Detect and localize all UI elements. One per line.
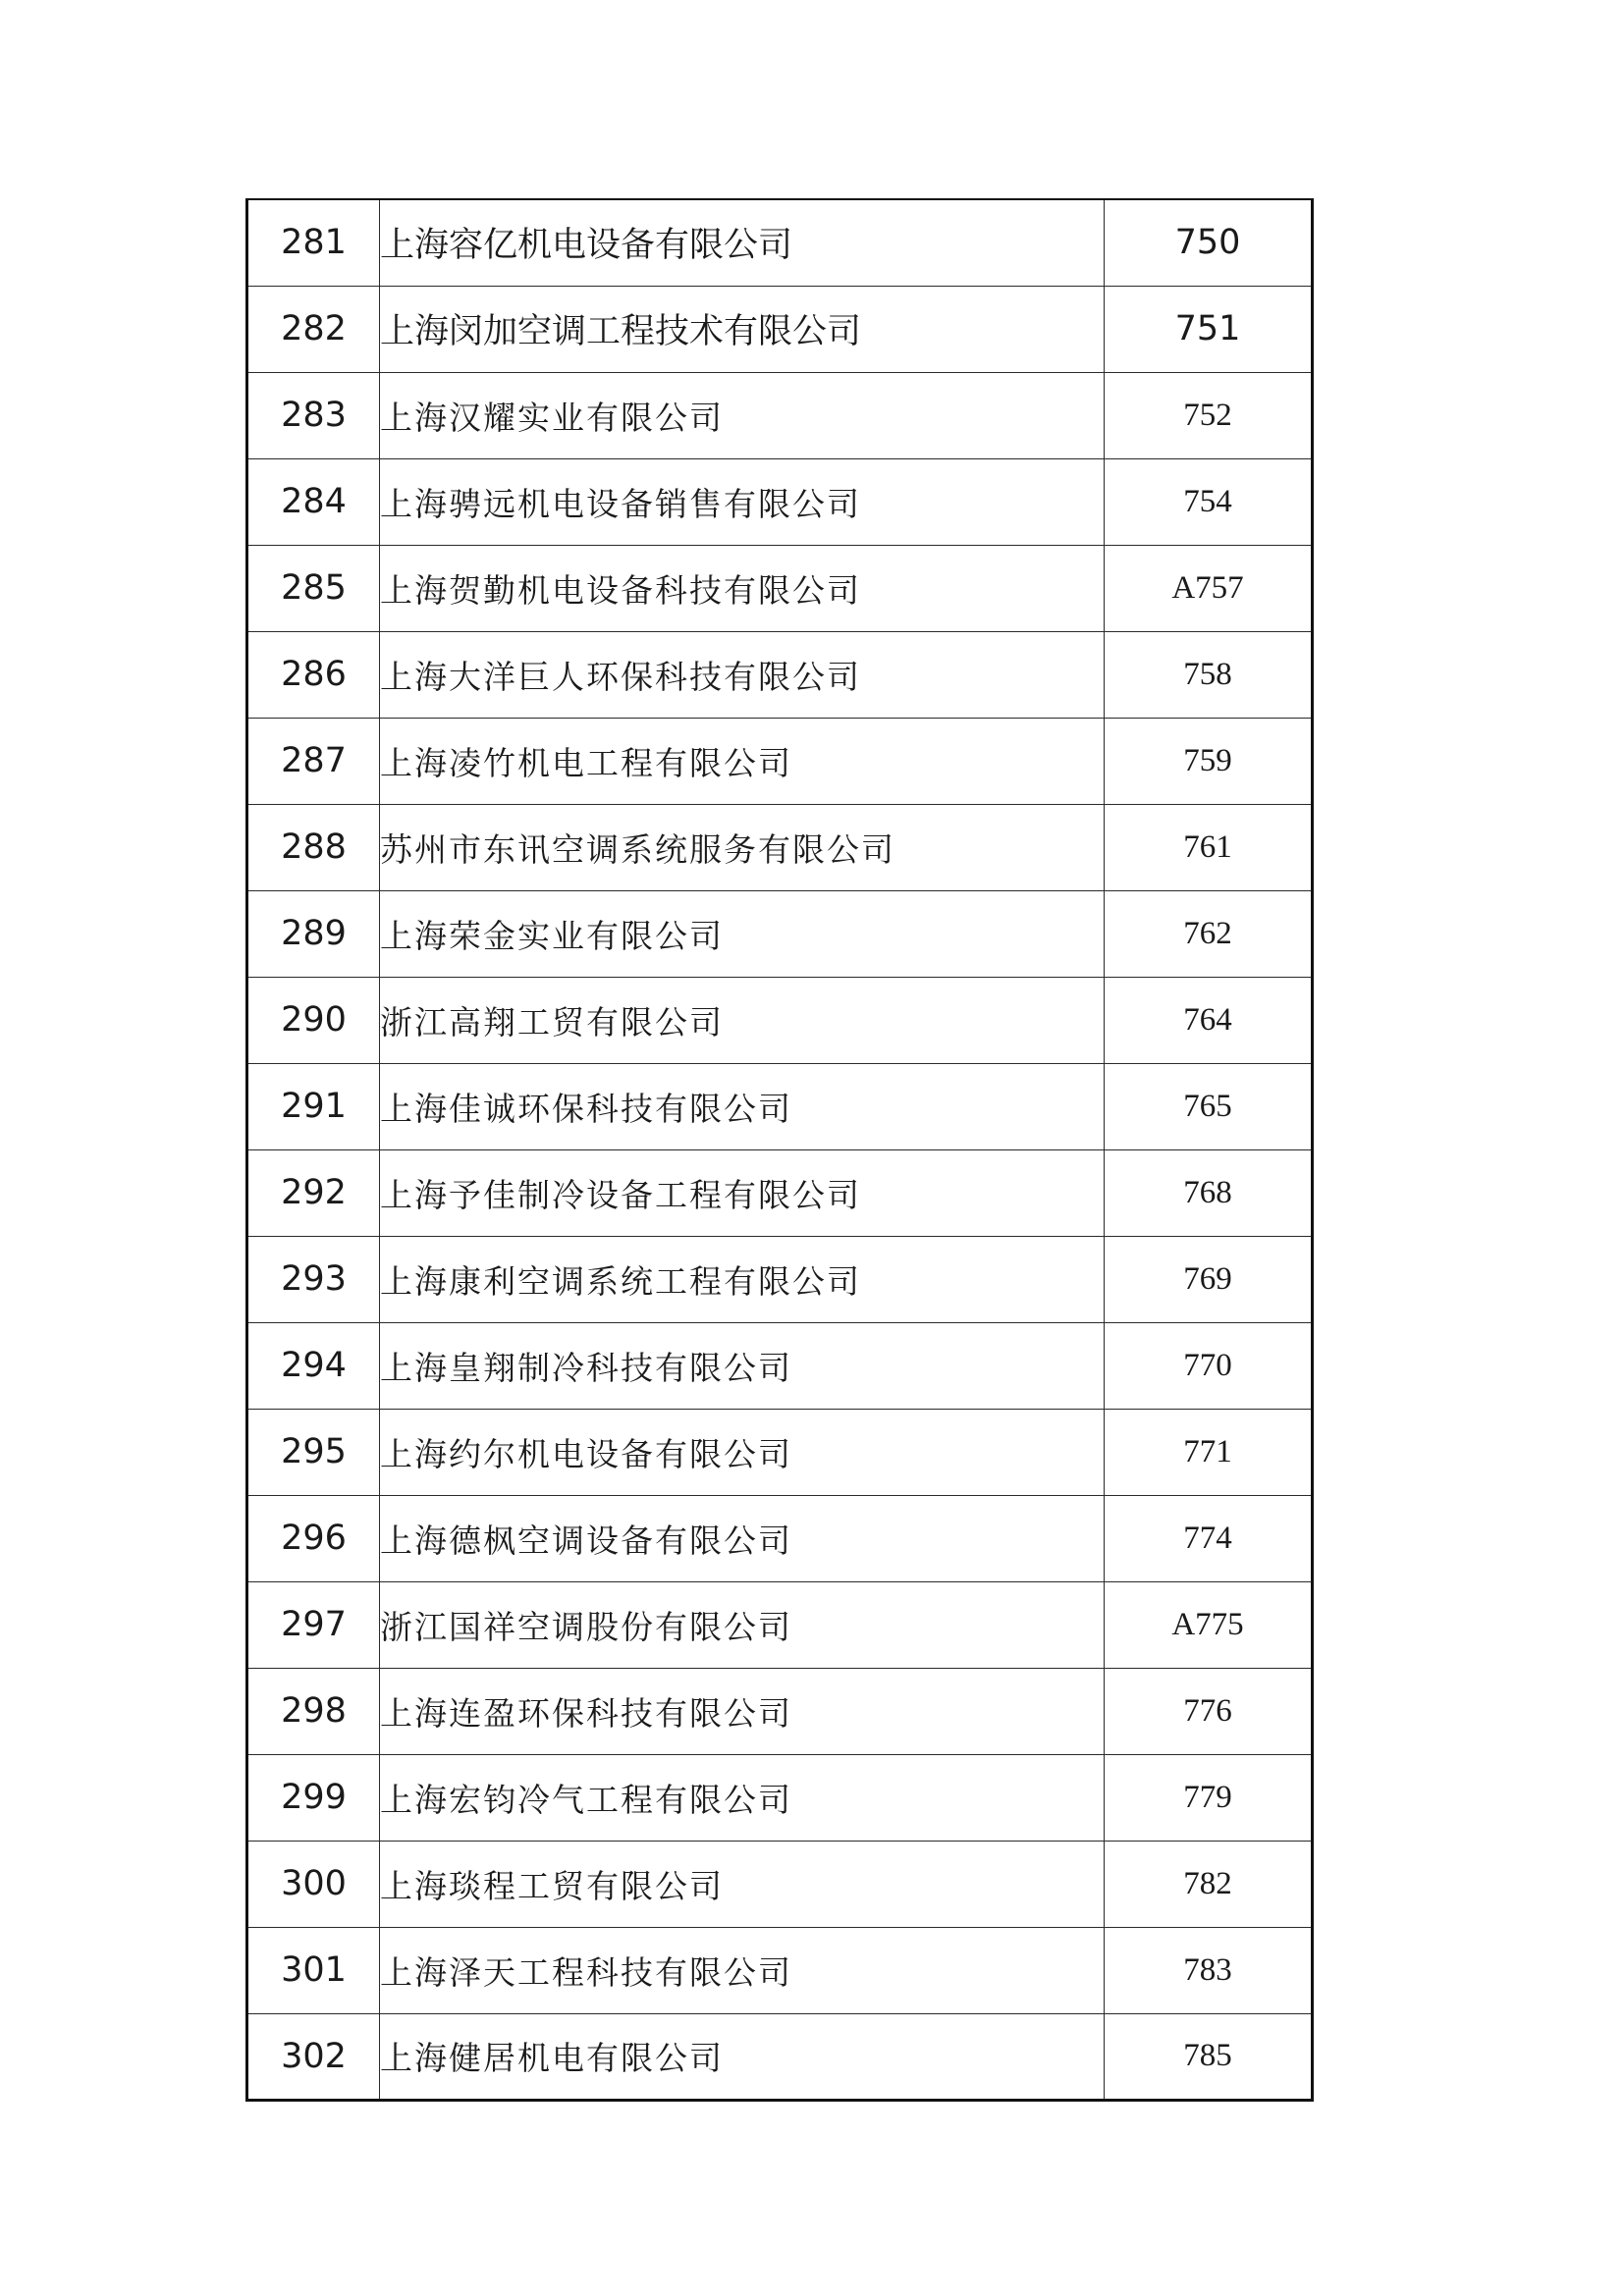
row-index: 302 bbox=[247, 2013, 380, 2100]
row-index: 297 bbox=[247, 1581, 380, 1668]
company-code: 782 bbox=[1105, 1841, 1313, 1927]
table-row bbox=[247, 1322, 1313, 1409]
company-name: 上海予佳制冷设备工程有限公司 bbox=[380, 1149, 1105, 1236]
company-code: 751 bbox=[1105, 286, 1313, 372]
row-index: 300 bbox=[247, 1841, 380, 1927]
company-code: 785 bbox=[1105, 2013, 1313, 2100]
company-code: 750 bbox=[1105, 199, 1313, 286]
company-code: 759 bbox=[1105, 718, 1313, 804]
company-name: 上海容亿机电设备有限公司 bbox=[380, 199, 1105, 286]
company-code: 774 bbox=[1105, 1495, 1313, 1581]
company-code: A757 bbox=[1105, 545, 1313, 631]
company-code: 776 bbox=[1105, 1668, 1313, 1754]
row-index: 285 bbox=[247, 545, 380, 631]
company-code: 765 bbox=[1105, 1063, 1313, 1149]
company-code: 758 bbox=[1105, 631, 1313, 718]
table-row bbox=[247, 458, 1313, 545]
company-registry-table bbox=[245, 198, 1314, 2102]
table-row bbox=[247, 372, 1313, 458]
company-code: 761 bbox=[1105, 804, 1313, 890]
row-index: 281 bbox=[247, 199, 380, 286]
row-index: 282 bbox=[247, 286, 380, 372]
company-name: 上海贺勤机电设备科技有限公司 bbox=[380, 545, 1105, 631]
company-code: 764 bbox=[1105, 977, 1313, 1063]
company-code: 783 bbox=[1105, 1927, 1313, 2013]
company-name: 上海德枫空调设备有限公司 bbox=[380, 1495, 1105, 1581]
table-row bbox=[247, 1063, 1313, 1149]
company-code: 769 bbox=[1105, 1236, 1313, 1322]
row-index: 293 bbox=[247, 1236, 380, 1322]
row-index: 289 bbox=[247, 890, 380, 977]
company-name: 上海约尔机电设备有限公司 bbox=[380, 1409, 1105, 1495]
row-index: 299 bbox=[247, 1754, 380, 1841]
company-name: 浙江国祥空调股份有限公司 bbox=[380, 1581, 1105, 1668]
company-name: 上海荣金实业有限公司 bbox=[380, 890, 1105, 977]
table-row bbox=[247, 1841, 1313, 1927]
company-name: 上海闵加空调工程技术有限公司 bbox=[380, 286, 1105, 372]
table-row bbox=[247, 545, 1313, 631]
company-code: 770 bbox=[1105, 1322, 1313, 1409]
table-row bbox=[247, 804, 1313, 890]
row-index: 294 bbox=[247, 1322, 380, 1409]
company-code: A775 bbox=[1105, 1581, 1313, 1668]
company-name: 上海皇翔制冷科技有限公司 bbox=[380, 1322, 1105, 1409]
table-row bbox=[247, 1409, 1313, 1495]
company-name: 浙江高翔工贸有限公司 bbox=[380, 977, 1105, 1063]
company-code: 771 bbox=[1105, 1409, 1313, 1495]
company-name: 上海康利空调系统工程有限公司 bbox=[380, 1236, 1105, 1322]
company-code: 779 bbox=[1105, 1754, 1313, 1841]
company-name: 上海宏钧冷气工程有限公司 bbox=[380, 1754, 1105, 1841]
table-row bbox=[247, 1236, 1313, 1322]
company-name: 上海骋远机电设备销售有限公司 bbox=[380, 458, 1105, 545]
row-index: 288 bbox=[247, 804, 380, 890]
table-row bbox=[247, 631, 1313, 718]
row-index: 287 bbox=[247, 718, 380, 804]
company-name: 上海泽天工程科技有限公司 bbox=[380, 1927, 1105, 2013]
company-code: 754 bbox=[1105, 458, 1313, 545]
company-name: 上海汉耀实业有限公司 bbox=[380, 372, 1105, 458]
table-row bbox=[247, 286, 1313, 372]
row-index: 291 bbox=[247, 1063, 380, 1149]
company-code: 752 bbox=[1105, 372, 1313, 458]
table-row bbox=[247, 1581, 1313, 1668]
row-index: 295 bbox=[247, 1409, 380, 1495]
company-name: 上海凌竹机电工程有限公司 bbox=[380, 718, 1105, 804]
company-name: 苏州市东讯空调系统服务有限公司 bbox=[380, 804, 1105, 890]
row-index: 290 bbox=[247, 977, 380, 1063]
table-row bbox=[247, 199, 1313, 286]
row-index: 283 bbox=[247, 372, 380, 458]
row-index: 284 bbox=[247, 458, 380, 545]
table-row bbox=[247, 1495, 1313, 1581]
table-row bbox=[247, 977, 1313, 1063]
company-name: 上海琰程工贸有限公司 bbox=[380, 1841, 1105, 1927]
row-index: 296 bbox=[247, 1495, 380, 1581]
table-row bbox=[247, 718, 1313, 804]
row-index: 286 bbox=[247, 631, 380, 718]
row-index: 301 bbox=[247, 1927, 380, 2013]
table-row bbox=[247, 1927, 1313, 2013]
company-code: 762 bbox=[1105, 890, 1313, 977]
company-name: 上海大洋巨人环保科技有限公司 bbox=[380, 631, 1105, 718]
table-row bbox=[247, 890, 1313, 977]
company-name: 上海健居机电有限公司 bbox=[380, 2013, 1105, 2100]
table-row bbox=[247, 1754, 1313, 1841]
table-row bbox=[247, 1668, 1313, 1754]
company-code: 768 bbox=[1105, 1149, 1313, 1236]
table-row bbox=[247, 1149, 1313, 1236]
row-index: 298 bbox=[247, 1668, 380, 1754]
company-name: 上海佳诚环保科技有限公司 bbox=[380, 1063, 1105, 1149]
row-index: 292 bbox=[247, 1149, 380, 1236]
company-name: 上海连盈环保科技有限公司 bbox=[380, 1668, 1105, 1754]
table-row bbox=[247, 2013, 1313, 2100]
